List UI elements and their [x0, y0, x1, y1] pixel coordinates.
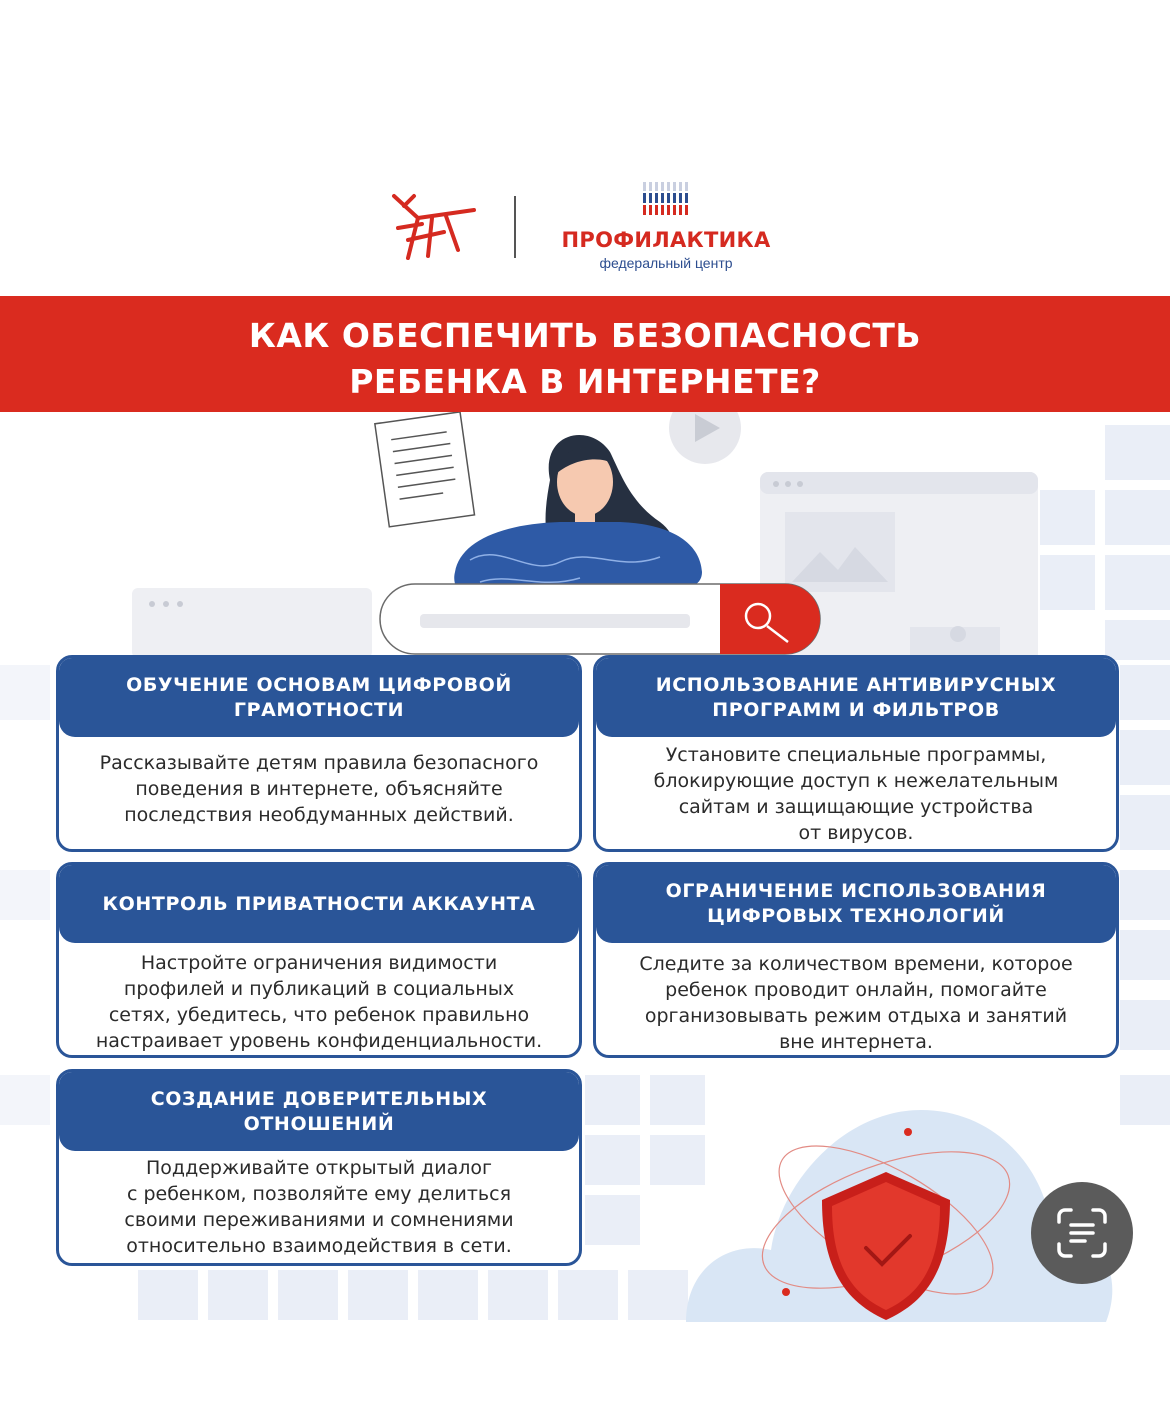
card-body	[69, 750, 569, 828]
card-title-line: ОГРАНИЧЕНИЕ ИСПОЛЬЗОВАНИЯ	[665, 880, 1047, 902]
woman-with-search-bar-illustration	[120, 412, 1050, 662]
card-body-line: сетях, убедитесь, что ребенок правильно	[108, 1004, 530, 1026]
card-body-line: сайтам и защищающие устройства	[678, 796, 1034, 818]
logo-divider	[514, 196, 516, 258]
card-body-line: организовывать режим отдыха и занятий	[644, 1005, 1068, 1027]
card-body-line: настраивает уровень конфиденциальности.	[95, 1030, 543, 1052]
card-body-line: от вирусов.	[798, 822, 914, 844]
card-body-line: с ребенком, позволяйте ему делиться	[126, 1183, 512, 1205]
card-body-line: блокирующие доступ к нежелательным	[653, 770, 1059, 792]
tip-card-trust	[56, 1069, 582, 1266]
card-title-line: ЦИФРОВЫХ ТЕХНОЛОГИЙ	[707, 905, 1005, 927]
card-title-line: ИСПОЛЬЗОВАНИЕ АНТИВИРУСНЫХ	[655, 673, 1057, 696]
card-title-line: ОТНОШЕНИЙ	[243, 1112, 395, 1135]
card-header	[596, 865, 1116, 943]
card-body	[69, 1155, 569, 1259]
card-title-line: ПРОГРАММ И ФИЛЬТРОВ	[712, 698, 1000, 721]
card-body-line: Установите специальные программы,	[665, 744, 1047, 766]
card-body-line: Следите за количеством времени, которое	[639, 953, 1073, 975]
card-body-line: своими переживаниями и сомнениями	[124, 1209, 514, 1231]
chair-logo-icon	[388, 188, 478, 264]
card-title-line: КОНТРОЛЬ ПРИВАТНОСТИ АККАУНТА	[102, 892, 536, 915]
card-body-line: ребенок проводит онлайн, помогайте	[665, 979, 1047, 1001]
card-header	[596, 658, 1116, 737]
card-body	[69, 950, 569, 1054]
card-title-line: ОБУЧЕНИЕ ОСНОВАМ ЦИФРОВОЙ	[126, 673, 512, 696]
play-icon	[669, 412, 741, 464]
brand-subtitle: федеральный центр	[599, 255, 733, 271]
tip-card-privacy	[56, 862, 582, 1058]
flag-grid-logo-icon	[641, 181, 693, 217]
text-scan-icon	[1055, 1206, 1109, 1260]
brand-name: ПРОФИЛАКТИКА	[561, 228, 771, 252]
tip-card-antivirus	[593, 655, 1119, 852]
card-body-line: вне интернета.	[779, 1031, 933, 1053]
document-icon	[375, 412, 475, 527]
card-body-line: поведения в интернете, объясняйте	[135, 778, 503, 800]
card-body-line: последствия необдуманных действий.	[124, 804, 514, 826]
card-body-line: профилей и публикаций в социальных	[123, 978, 515, 1000]
tip-card-limit-usage	[593, 862, 1119, 1058]
page-title-line-2: РЕБЕНКА В ИНТЕРНЕТЕ?	[349, 362, 821, 401]
card-title-line: ГРАМОТНОСТИ	[233, 698, 405, 721]
browser-window-left	[132, 588, 372, 658]
card-body	[606, 742, 1106, 846]
card-body-line: относительно взаимодействия в сети.	[126, 1235, 512, 1257]
card-body-line: Поддерживайте открытый диалог	[146, 1157, 492, 1179]
page-title-line-1: КАК ОБЕСПЕЧИТЬ БЕЗОПАСНОСТЬ	[248, 316, 922, 355]
card-body-line: Настройте ограничения видимости	[140, 952, 498, 974]
card-header	[59, 865, 579, 943]
tip-card-digital-literacy	[56, 655, 582, 852]
card-body-line: Рассказывайте детям правила безопасного	[99, 752, 539, 774]
search-bar	[380, 584, 820, 654]
text-scan-button[interactable]	[1031, 1182, 1133, 1284]
card-title-line: СОЗДАНИЕ ДОВЕРИТЕЛЬНЫХ	[150, 1087, 488, 1110]
card-body	[606, 951, 1106, 1055]
card-header	[59, 1072, 579, 1151]
card-header	[59, 658, 579, 737]
